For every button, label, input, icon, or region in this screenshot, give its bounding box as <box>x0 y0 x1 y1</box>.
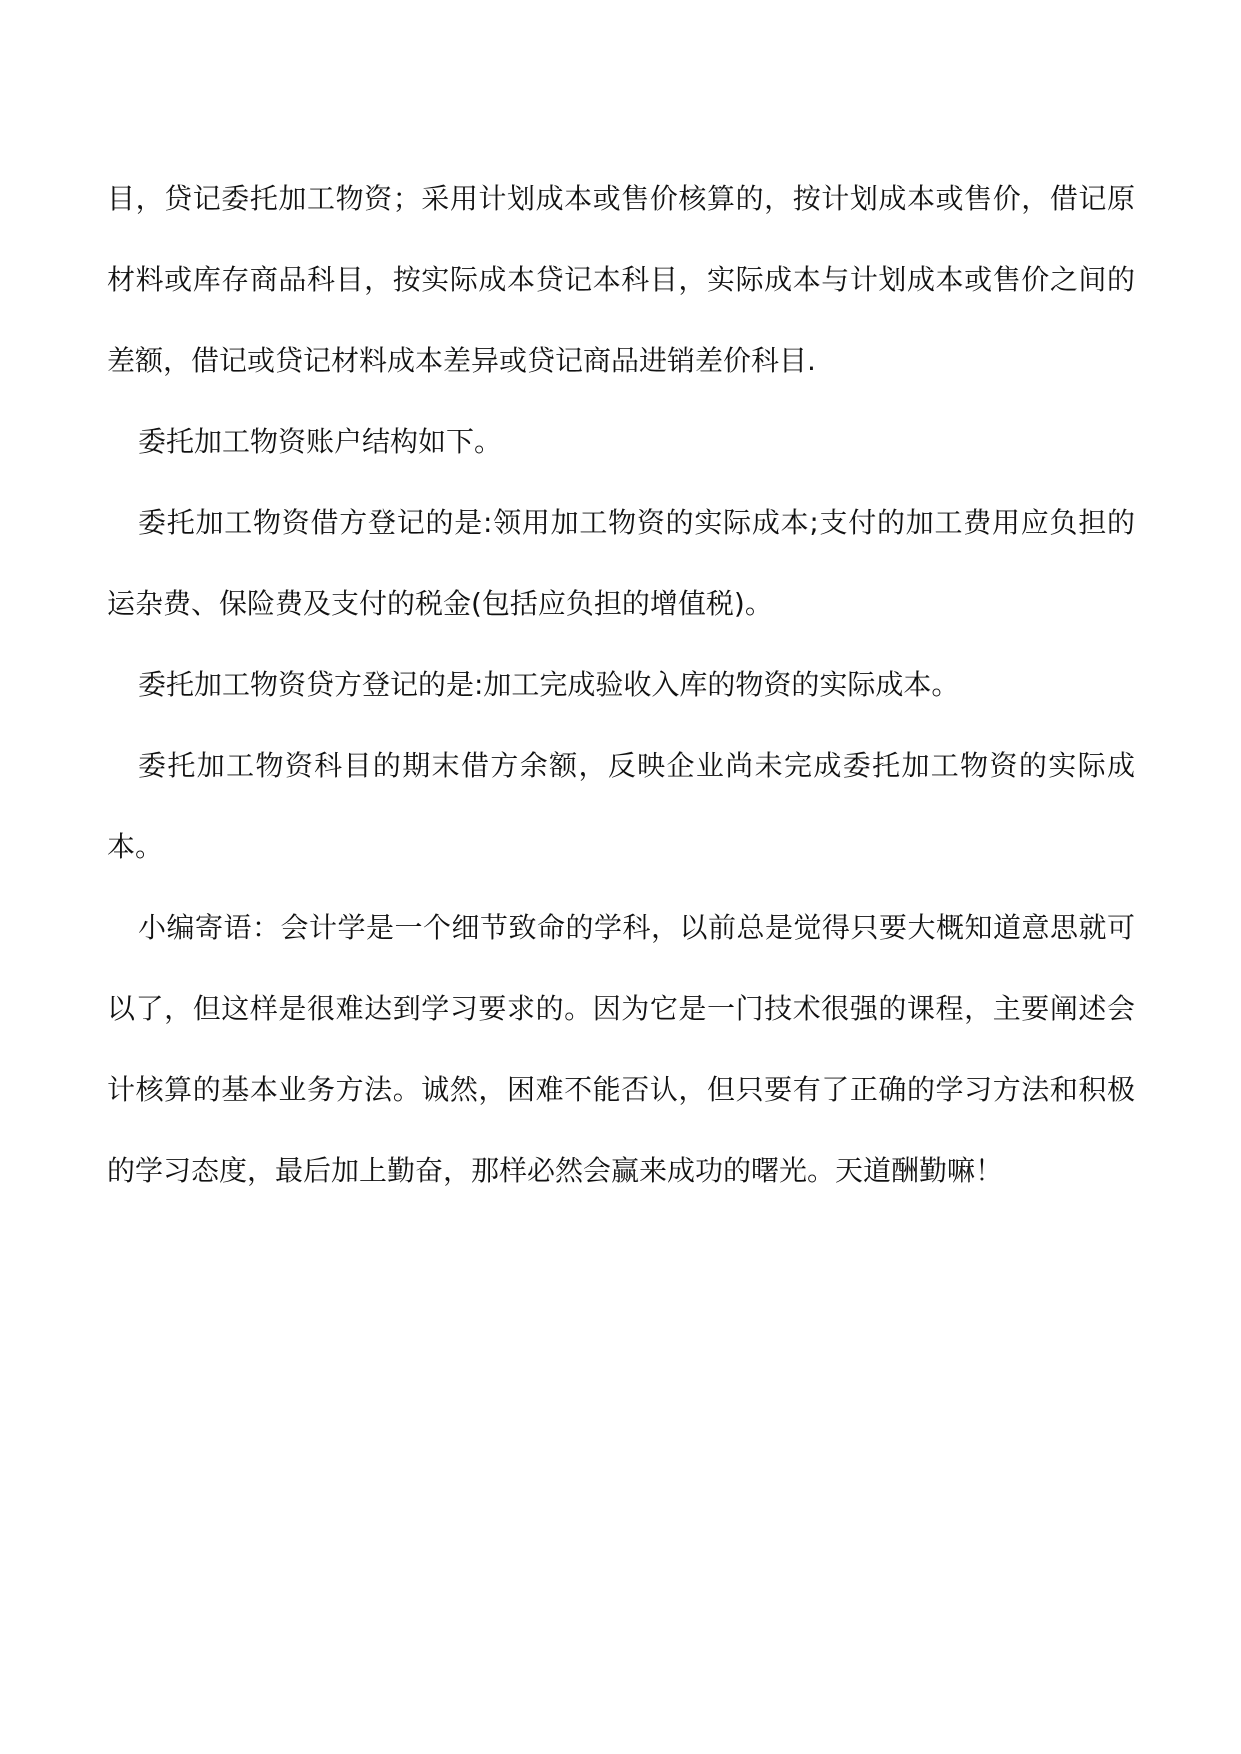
paragraph-account-structure: 委托加工物资账户结构如下。 <box>138 425 503 458</box>
paragraph-ending-balance: 委托加工物资科目的期末借方余额，反映企业尚未完成委托加工物资的实际成本。 <box>107 749 1135 863</box>
paragraph-editor-note: 小编寄语：会计学是一个细节致命的学科，以前总是觉得只要大概知道意思就可以了，但这样是很难达到学习要求的。因为它是一门技术很强的课程，主要阐述会计核算的基本业务方法。诚然，困难不能否认，但只要有了正确的学习方法和积极的学习态度，最后加上勤奋，那样必然会赢来成功的曙光。天道酬勤嘛！ <box>107 911 1135 1187</box>
paragraph-continuation: 目，贷记委托加工物资；采用计划成本或售价核算的，按计划成本或售价，借记原材料或库存商品科目，按实际成本贷记本科目，实际成本与计划成本或售价之间的差额，借记或贷记材料成本差异或贷记商品进销差价科目. <box>107 182 1135 377</box>
paragraph-debit-side: 委托加工物资借方登记的是:领用加工物资的实际成本;支付的加工费用应负担的运杂费、保险费及支付的税金(包括应负担的增值税)。 <box>107 506 1135 620</box>
paragraph-credit-side: 委托加工物资贷方登记的是:加工完成验收入库的物资的实际成本。 <box>138 668 960 701</box>
document-body <box>107 158 1135 1211</box>
